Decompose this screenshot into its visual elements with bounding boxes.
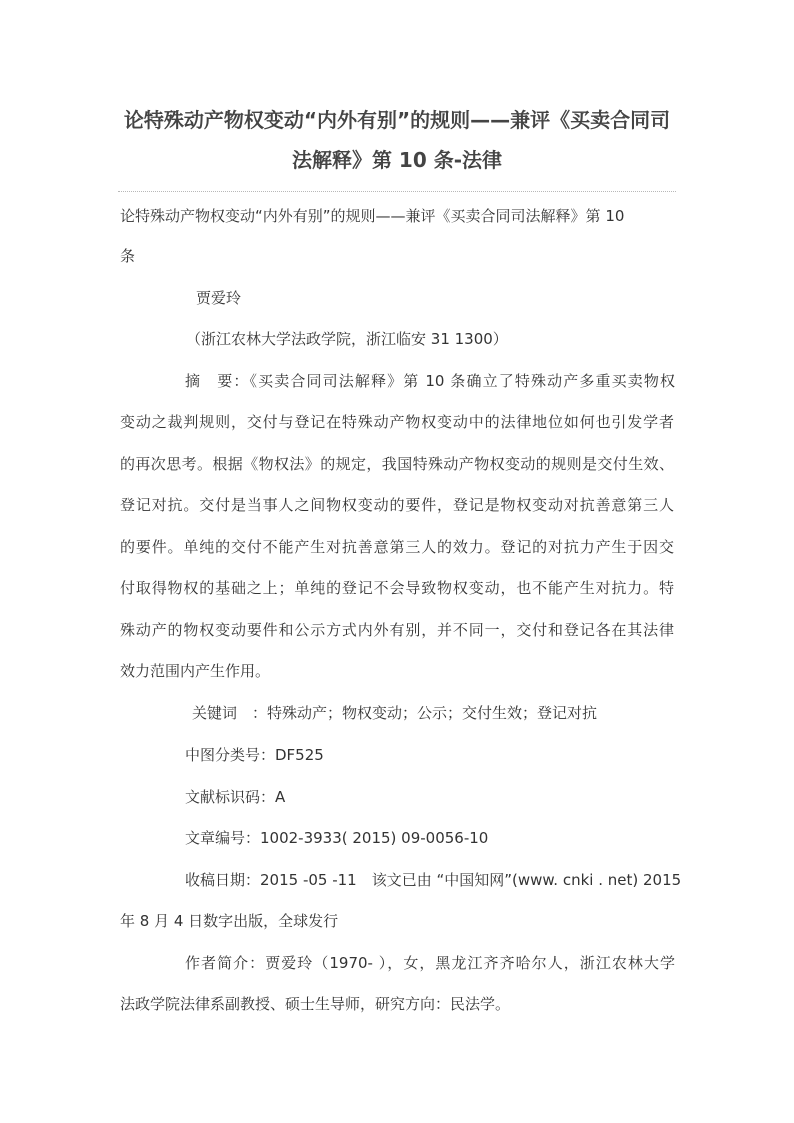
classification-number: 中图分类号：DF525 bbox=[185, 746, 324, 764]
received-date-line-1: 收稿日期：2015 -05 -11 该文已由 “中国知网”(www. cnki . net) 2015 bbox=[185, 871, 682, 889]
keywords: 关键词 ：特殊动产；物权变动；公示；交付生效；登记对抗 bbox=[192, 704, 598, 722]
author-bio-line-2: 法政学院法律系副教授、硕士生导师，研究方向：民法学。 bbox=[120, 995, 511, 1013]
subtitle-line-2: 条 bbox=[120, 247, 136, 265]
title-divider bbox=[118, 191, 676, 192]
abstract-line: 殊动产的物权变动要件和公示方式内外有别，并不同一，交付和登记各在其法律 bbox=[120, 621, 674, 639]
article-number: 文章编号：1002-3933( 2015) 09-0056-10 bbox=[185, 829, 489, 847]
abstract-line: 效力范围内产生作用。 bbox=[120, 662, 271, 680]
abstract-line: 的再次思考。根据《物权法》的规定，我国特殊动产物权变动的规则是交付生效、 bbox=[120, 455, 674, 473]
abstract-line: 付取得物权的基础之上；单纯的登记不会导致物权变动，也不能产生对抗力。特 bbox=[120, 579, 674, 597]
abstract-line: 变动之裁判规则，交付与登记在特殊动产物权变动中的法律地位如何也引发学者 bbox=[120, 413, 674, 431]
received-date-line-2: 年 8 月 4 日数字出版，全球发行 bbox=[120, 912, 339, 930]
author-affiliation: （浙江农林大学法政学院，浙江临安 31 1300） bbox=[186, 330, 508, 348]
abstract-line: 摘 要：《买卖合同司法解释》第 10 条确立了特殊动产多重买卖物权 bbox=[185, 372, 675, 390]
author-bio-line-1: 作者简介：贾爱玲（1970- ），女，黑龙江齐齐哈尔人，浙江农林大学 bbox=[185, 954, 675, 972]
abstract-line: 的要件。单纯的交付不能产生对抗善意第三人的效力。登记的对抗力产生于因交 bbox=[120, 538, 674, 556]
abstract-line: 登记对抗。交付是当事人之间物权变动的要件，登记是物权变动对抗善意第三人 bbox=[120, 496, 674, 514]
page-title: 论特殊动产物权变动“内外有别”的规则——兼评《买卖合同司法解释》第 10 条-法律 bbox=[123, 108, 671, 172]
document-code: 文献标识码：A bbox=[185, 788, 286, 806]
author-name: 贾爱玲 bbox=[196, 289, 242, 307]
subtitle-line-1: 论特殊动产物权变动“内外有别”的规则——兼评《买卖合同司法解释》第 10 bbox=[120, 207, 625, 225]
